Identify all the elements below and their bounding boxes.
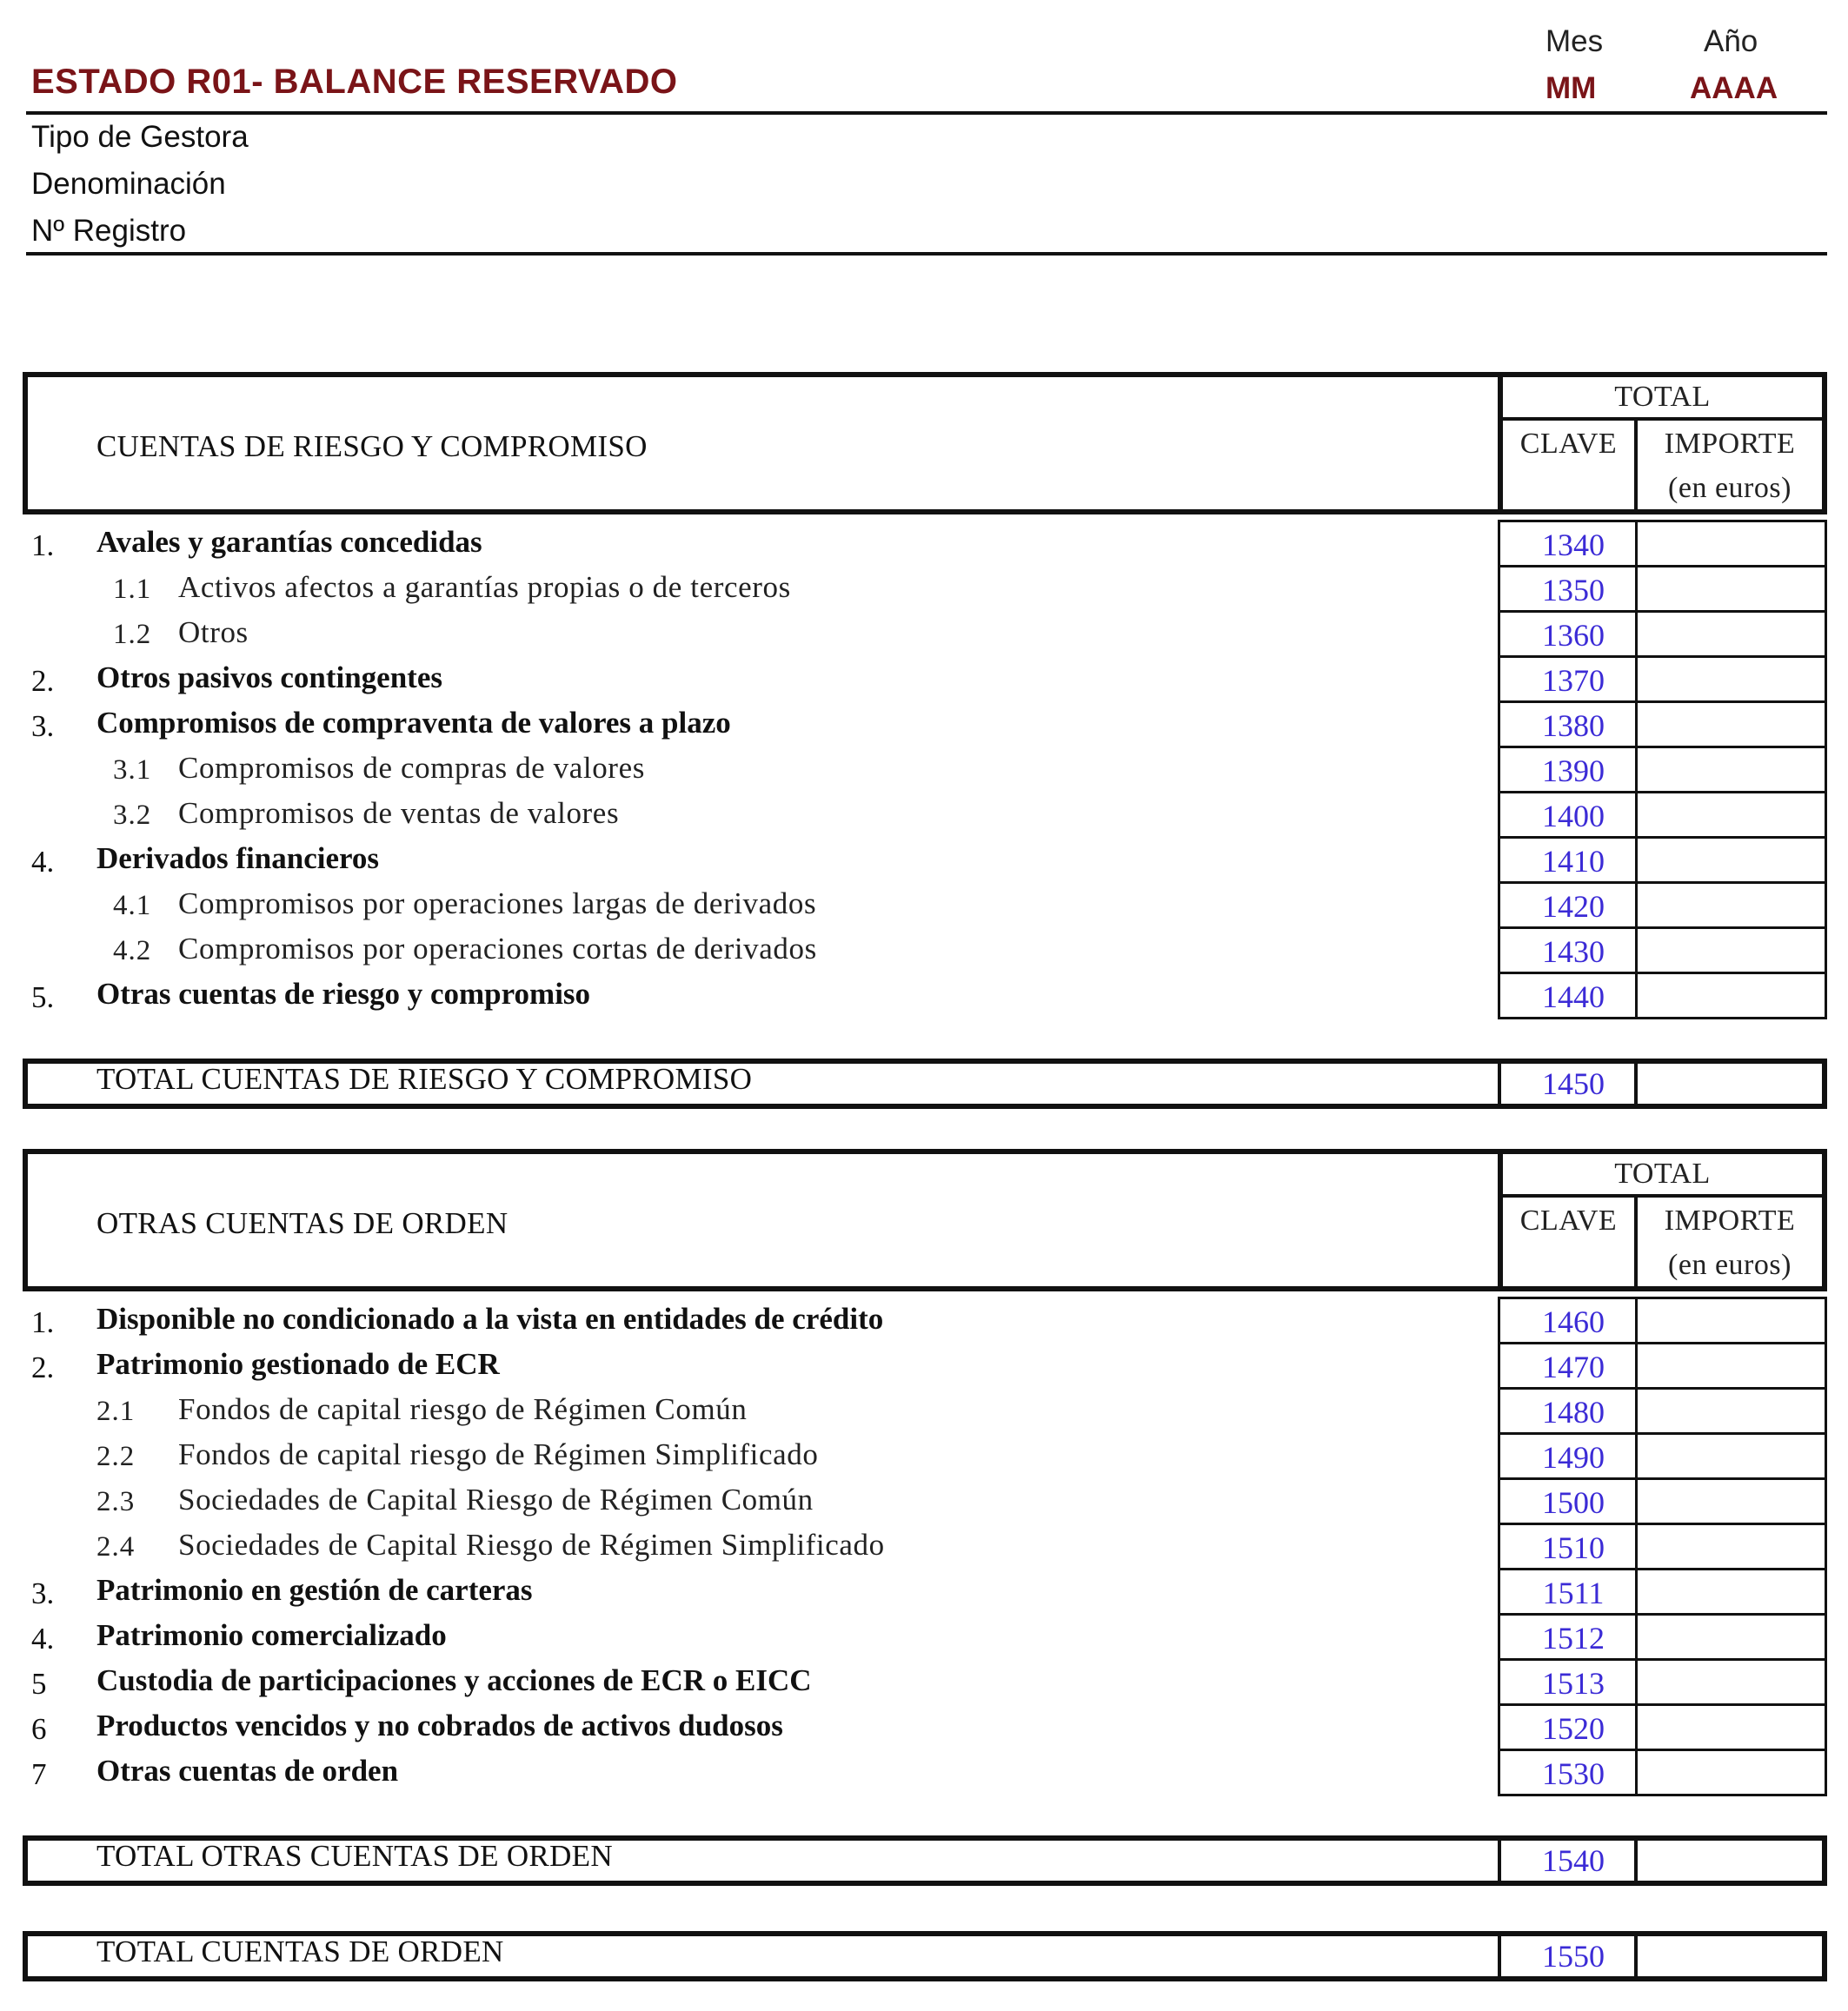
section1-col-clave: CLAVE [1519, 428, 1618, 460]
clave-code: 1370 [1542, 663, 1605, 698]
row-number: 5 [31, 1667, 47, 1701]
mes-value[interactable]: MM [1546, 71, 1597, 105]
anio-label: Año [1704, 24, 1758, 58]
clave-code: 1440 [1542, 979, 1605, 1014]
header-rule-bottom [26, 252, 1827, 256]
row-number: 1.1 [113, 574, 152, 605]
clave-code: 1512 [1542, 1621, 1605, 1656]
row-number: 1. [31, 1305, 55, 1339]
clave-code: 1340 [1542, 528, 1605, 562]
row-number: 3.2 [113, 800, 152, 831]
section2-total-importe-input[interactable] [1639, 1842, 1820, 1881]
row-label: Custodia de participaciones y acciones de ECR o EICC [96, 1663, 812, 1697]
clave-code: 1380 [1542, 708, 1605, 743]
row-number: 2.2 [96, 1441, 136, 1472]
row-label: Otros [178, 615, 249, 649]
row-number: 6 [31, 1712, 47, 1746]
row-label: Sociedades de Capital Riesgo de Régimen Común [178, 1483, 814, 1517]
section1-col-importe-unit: (en euros) [1668, 472, 1791, 504]
row-label: Compromisos por operaciones cortas de derivados [178, 932, 817, 966]
clave-code: 1500 [1542, 1485, 1605, 1520]
row-label: Fondos de capital riesgo de Régimen Común [178, 1392, 748, 1426]
importe-input[interactable] [1635, 746, 1827, 793]
importe-input[interactable] [1635, 655, 1827, 703]
row-number: 5. [31, 980, 55, 1014]
clave-code: 1530 [1542, 1756, 1605, 1791]
row-label: Patrimonio comercializado [96, 1618, 447, 1652]
row-number: 3.1 [113, 754, 152, 786]
importe-input[interactable] [1635, 1703, 1827, 1751]
row-label: Patrimonio en gestión de carteras [96, 1573, 533, 1607]
mes-label: Mes [1546, 24, 1604, 58]
importe-input[interactable] [1635, 610, 1827, 658]
importe-input[interactable] [1635, 565, 1827, 613]
row-number: 4. [31, 845, 55, 879]
grand-total-label: TOTAL CUENTAS DE ORDEN [96, 1935, 504, 1968]
row-label: Avales y garantías concedidas [96, 525, 482, 559]
field-denominacion: Denominación [31, 167, 226, 201]
page-title: ESTADO R01- BALANCE RESERVADO [31, 63, 678, 101]
clave-code: 1400 [1542, 799, 1605, 833]
section2-total-clave: 1540 [1542, 1843, 1605, 1878]
section2-col-importe-unit: (en euros) [1668, 1249, 1791, 1281]
section1-col-importe: IMPORTE [1664, 428, 1796, 460]
clave-code: 1513 [1542, 1666, 1605, 1701]
grand-total-clave: 1550 [1542, 1939, 1605, 1974]
importe-input[interactable] [1635, 1523, 1827, 1570]
row-label: Otras cuentas de orden [96, 1754, 399, 1788]
section2-col-importe: IMPORTE [1664, 1205, 1796, 1237]
section1-total-importe-input[interactable] [1639, 1065, 1820, 1104]
row-label: Compromisos por operaciones largas de derivados [178, 886, 817, 920]
section2-col-total: TOTAL [1614, 1158, 1711, 1190]
section2-col-clave: CLAVE [1519, 1205, 1618, 1237]
clave-code: 1490 [1542, 1440, 1605, 1475]
clave-code: 1430 [1542, 934, 1605, 969]
section1-total-label: TOTAL CUENTAS DE RIESGO Y COMPROMISO [96, 1062, 753, 1096]
row-number: 4. [31, 1622, 55, 1656]
clave-code: 1350 [1542, 573, 1605, 607]
clave-code: 1460 [1542, 1304, 1605, 1339]
clave-code: 1510 [1542, 1530, 1605, 1565]
row-number: 2.1 [96, 1396, 136, 1427]
row-number: 4.1 [113, 890, 152, 921]
importe-input[interactable] [1635, 1342, 1827, 1390]
row-number: 3. [31, 1576, 55, 1610]
row-label: Patrimonio gestionado de ECR [96, 1347, 500, 1381]
anio-value[interactable]: AAAA [1690, 71, 1778, 105]
clave-code: 1480 [1542, 1395, 1605, 1430]
row-label: Disponible no condicionado a la vista en entidades de crédito [96, 1302, 884, 1336]
importe-input[interactable] [1635, 1568, 1827, 1616]
importe-input[interactable] [1635, 881, 1827, 929]
row-label: Compromisos de compraventa de valores a plazo [96, 706, 731, 740]
header-rule-top [26, 111, 1827, 115]
importe-input[interactable] [1635, 1613, 1827, 1661]
clave-code: 1390 [1542, 753, 1605, 788]
row-label: Fondos de capital riesgo de Régimen Simplificado [178, 1437, 819, 1471]
section2-total-label: TOTAL OTRAS CUENTAS DE ORDEN [96, 1839, 613, 1873]
importe-input[interactable] [1635, 836, 1827, 884]
importe-input[interactable] [1635, 1387, 1827, 1435]
importe-input[interactable] [1635, 791, 1827, 839]
clave-code: 1511 [1542, 1576, 1605, 1610]
importe-input[interactable] [1635, 1297, 1827, 1344]
row-number: 2.4 [96, 1531, 136, 1563]
importe-input[interactable] [1635, 1477, 1827, 1525]
importe-input[interactable] [1635, 1658, 1827, 1706]
importe-input[interactable] [1635, 926, 1827, 974]
row-number: 2. [31, 664, 55, 698]
importe-input[interactable] [1635, 1432, 1827, 1480]
row-label: Sociedades de Capital Riesgo de Régimen Simplificado [178, 1528, 885, 1562]
row-label: Derivados financieros [96, 841, 380, 875]
row-label: Compromisos de ventas de valores [178, 796, 620, 830]
clave-code: 1360 [1542, 618, 1605, 653]
row-number: 1.2 [113, 619, 152, 650]
section2-title: OTRAS CUENTAS DE ORDEN [96, 1206, 509, 1240]
row-label: Productos vencidos y no cobrados de activos dudosos [96, 1709, 783, 1742]
importe-input[interactable] [1635, 1749, 1827, 1796]
row-label: Activos afectos a garantías propias o de terceros [178, 570, 791, 604]
row-number: 1. [31, 528, 55, 562]
row-number: 4.2 [113, 935, 152, 966]
importe-input[interactable] [1635, 700, 1827, 748]
clave-code: 1470 [1542, 1350, 1605, 1384]
importe-input[interactable] [1635, 972, 1827, 1019]
section1-total-clave: 1450 [1542, 1066, 1605, 1101]
row-label: Otras cuentas de riesgo y compromiso [96, 977, 591, 1011]
grand-total-importe-input[interactable] [1639, 1938, 1820, 1976]
row-label: Otros pasivos contingentes [96, 660, 442, 694]
clave-code: 1520 [1542, 1711, 1605, 1746]
section1-col-total: TOTAL [1614, 381, 1711, 413]
row-label: Compromisos de compras de valores [178, 751, 645, 785]
section1-title: CUENTAS DE RIESGO Y COMPROMISO [96, 429, 648, 463]
field-registro: Nº Registro [31, 214, 187, 248]
clave-code: 1420 [1542, 889, 1605, 924]
row-number: 2. [31, 1351, 55, 1384]
importe-input[interactable] [1635, 520, 1827, 567]
row-number: 7 [31, 1757, 47, 1791]
field-tipo-gestora: Tipo de Gestora [31, 120, 249, 154]
clave-code: 1410 [1542, 844, 1605, 879]
row-number: 2.3 [96, 1486, 136, 1517]
row-number: 3. [31, 709, 55, 743]
